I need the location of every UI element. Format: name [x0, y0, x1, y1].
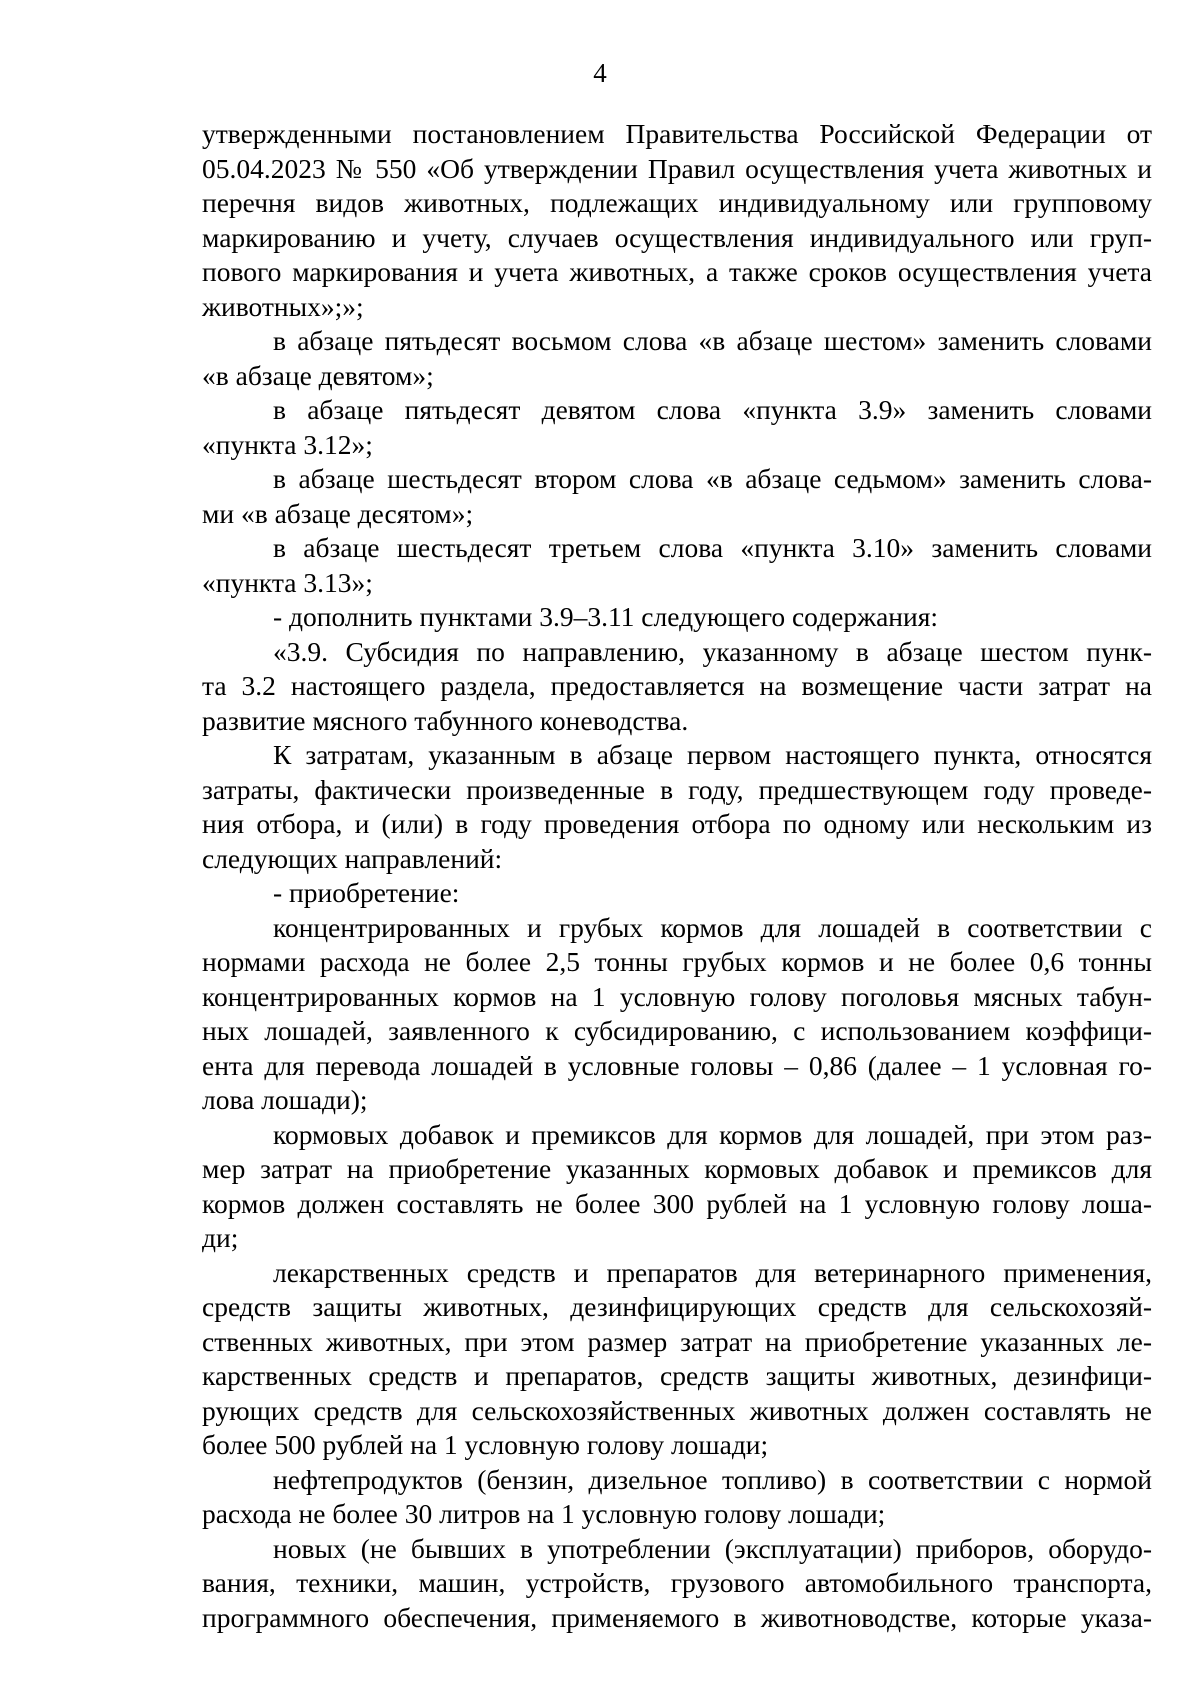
text-line: перечня видов животных, подлежащих индивидуальному или групповому	[202, 187, 1152, 218]
text-line: кормов должен составлять не более 300 рублей на 1 условную голову лоша-	[202, 1187, 1152, 1219]
text-line: маркированию и учету, случаев осуществления индивидуального или груп-	[202, 221, 1152, 253]
text-line: лекарственных средств и препаратов для ветеринарного применения,	[273, 1256, 1152, 1288]
text-line: К затратам, указанным в абзаце первом настоящего пункта, относятся	[273, 739, 1152, 770]
text-line: пового маркирования и учета животных, а также сроков осуществления учета	[202, 256, 1152, 287]
text-line: утвержденными постановлением Правительства Российской Федерации от	[202, 118, 1152, 149]
text-line: 05.04.2023 № 550 «Об утверждении Правил осуществления учета животных и	[202, 152, 1152, 184]
text-line: «пункта 3.12»;	[202, 428, 373, 460]
text-line: программного обеспечения, применяемого в животноводстве, которые указа-	[202, 1601, 1152, 1633]
text-line: развитие мясного табунного коневодства.	[202, 704, 689, 736]
text-line: «3.9. Субсидия по направлению, указанному в абзаце шестом пунк-	[273, 635, 1152, 667]
text-line: - дополнить пунктами 3.9–3.11 следующего содержания:	[273, 601, 939, 632]
text-line: расхода не более 30 литров на 1 условную голову лошади;	[202, 1498, 886, 1529]
text-line: ственных животных, при этом размер затрат на приобретение указанных ле-	[202, 1325, 1152, 1357]
text-line: ных лошадей, заявленного к субсидированию, с использованием коэффици-	[202, 1015, 1152, 1046]
text-line: нефтепродуктов (бензин, дизельное топливо) в соответствии с нормой	[273, 1463, 1152, 1495]
page-number: 4	[593, 58, 607, 88]
text-line: новых (не бывших в употреблении (эксплуатации) приборов, оборудо-	[273, 1532, 1152, 1564]
text-line: та 3.2 настоящего раздела, предоставляется на возмещение части затрат на	[202, 670, 1152, 701]
text-line: ми «в абзаце десятом»;	[202, 497, 474, 529]
text-line: ента для перевода лошадей в условные головы – 0,86 (далее – 1 условная го-	[202, 1049, 1152, 1081]
document-body	[202, 117, 1152, 1635]
text-line: более 500 рублей на 1 условную голову лошади;	[202, 1429, 769, 1460]
text-line: карственных средств и препаратов, средств защиты животных, дезинфици-	[202, 1360, 1152, 1391]
text-line: следующих направлений:	[202, 842, 503, 874]
text-line: - приобретение:	[273, 877, 460, 908]
text-line: концентрированных кормов на 1 условную голову поголовья мясных табун-	[202, 980, 1152, 1012]
text-line: «пункта 3.13»;	[202, 566, 373, 598]
text-line: животных»;»;	[202, 290, 364, 322]
text-line: ния отбора, и (или) в году проведения отбора по одному или нескольким из	[202, 808, 1152, 839]
text-line: в абзаце шестьдесят втором слова «в абзаце седьмом» заменить слова-	[273, 463, 1152, 494]
text-line: вания, техники, машин, устройств, грузового автомобильного транспорта,	[202, 1567, 1152, 1598]
text-line: концентрированных и грубых кормов для лошадей в соответствии с	[273, 911, 1152, 943]
text-line: затраты, фактически произведенные в году, предшествующем году проведе-	[202, 773, 1152, 805]
text-line: мер затрат на приобретение указанных кормовых добавок и премиксов для	[202, 1153, 1152, 1184]
text-line: в абзаце пятьдесят девятом слова «пункта 3.9» заменить словами	[273, 394, 1152, 425]
text-line: ди;	[202, 1222, 239, 1253]
text-line: кормовых добавок и премиксов для кормов для лошадей, при этом раз-	[273, 1118, 1152, 1150]
text-line: в абзаце шестьдесят третьем слова «пункта 3.10» заменить словами	[273, 532, 1152, 563]
text-line: лова лошади);	[202, 1084, 368, 1115]
text-line: нормами расхода не более 2,5 тонны грубых кормов и не более 0,6 тонны	[202, 946, 1152, 977]
text-line: средств защиты животных, дезинфицирующих средств для сельскохозяй-	[202, 1291, 1152, 1322]
text-line: в абзаце пятьдесят восьмом слова «в абзаце шестом» заменить словами	[273, 325, 1152, 356]
text-line: рующих средств для сельскохозяйственных животных должен составлять не	[202, 1394, 1152, 1426]
text-line: «в абзаце девятом»;	[202, 359, 434, 391]
